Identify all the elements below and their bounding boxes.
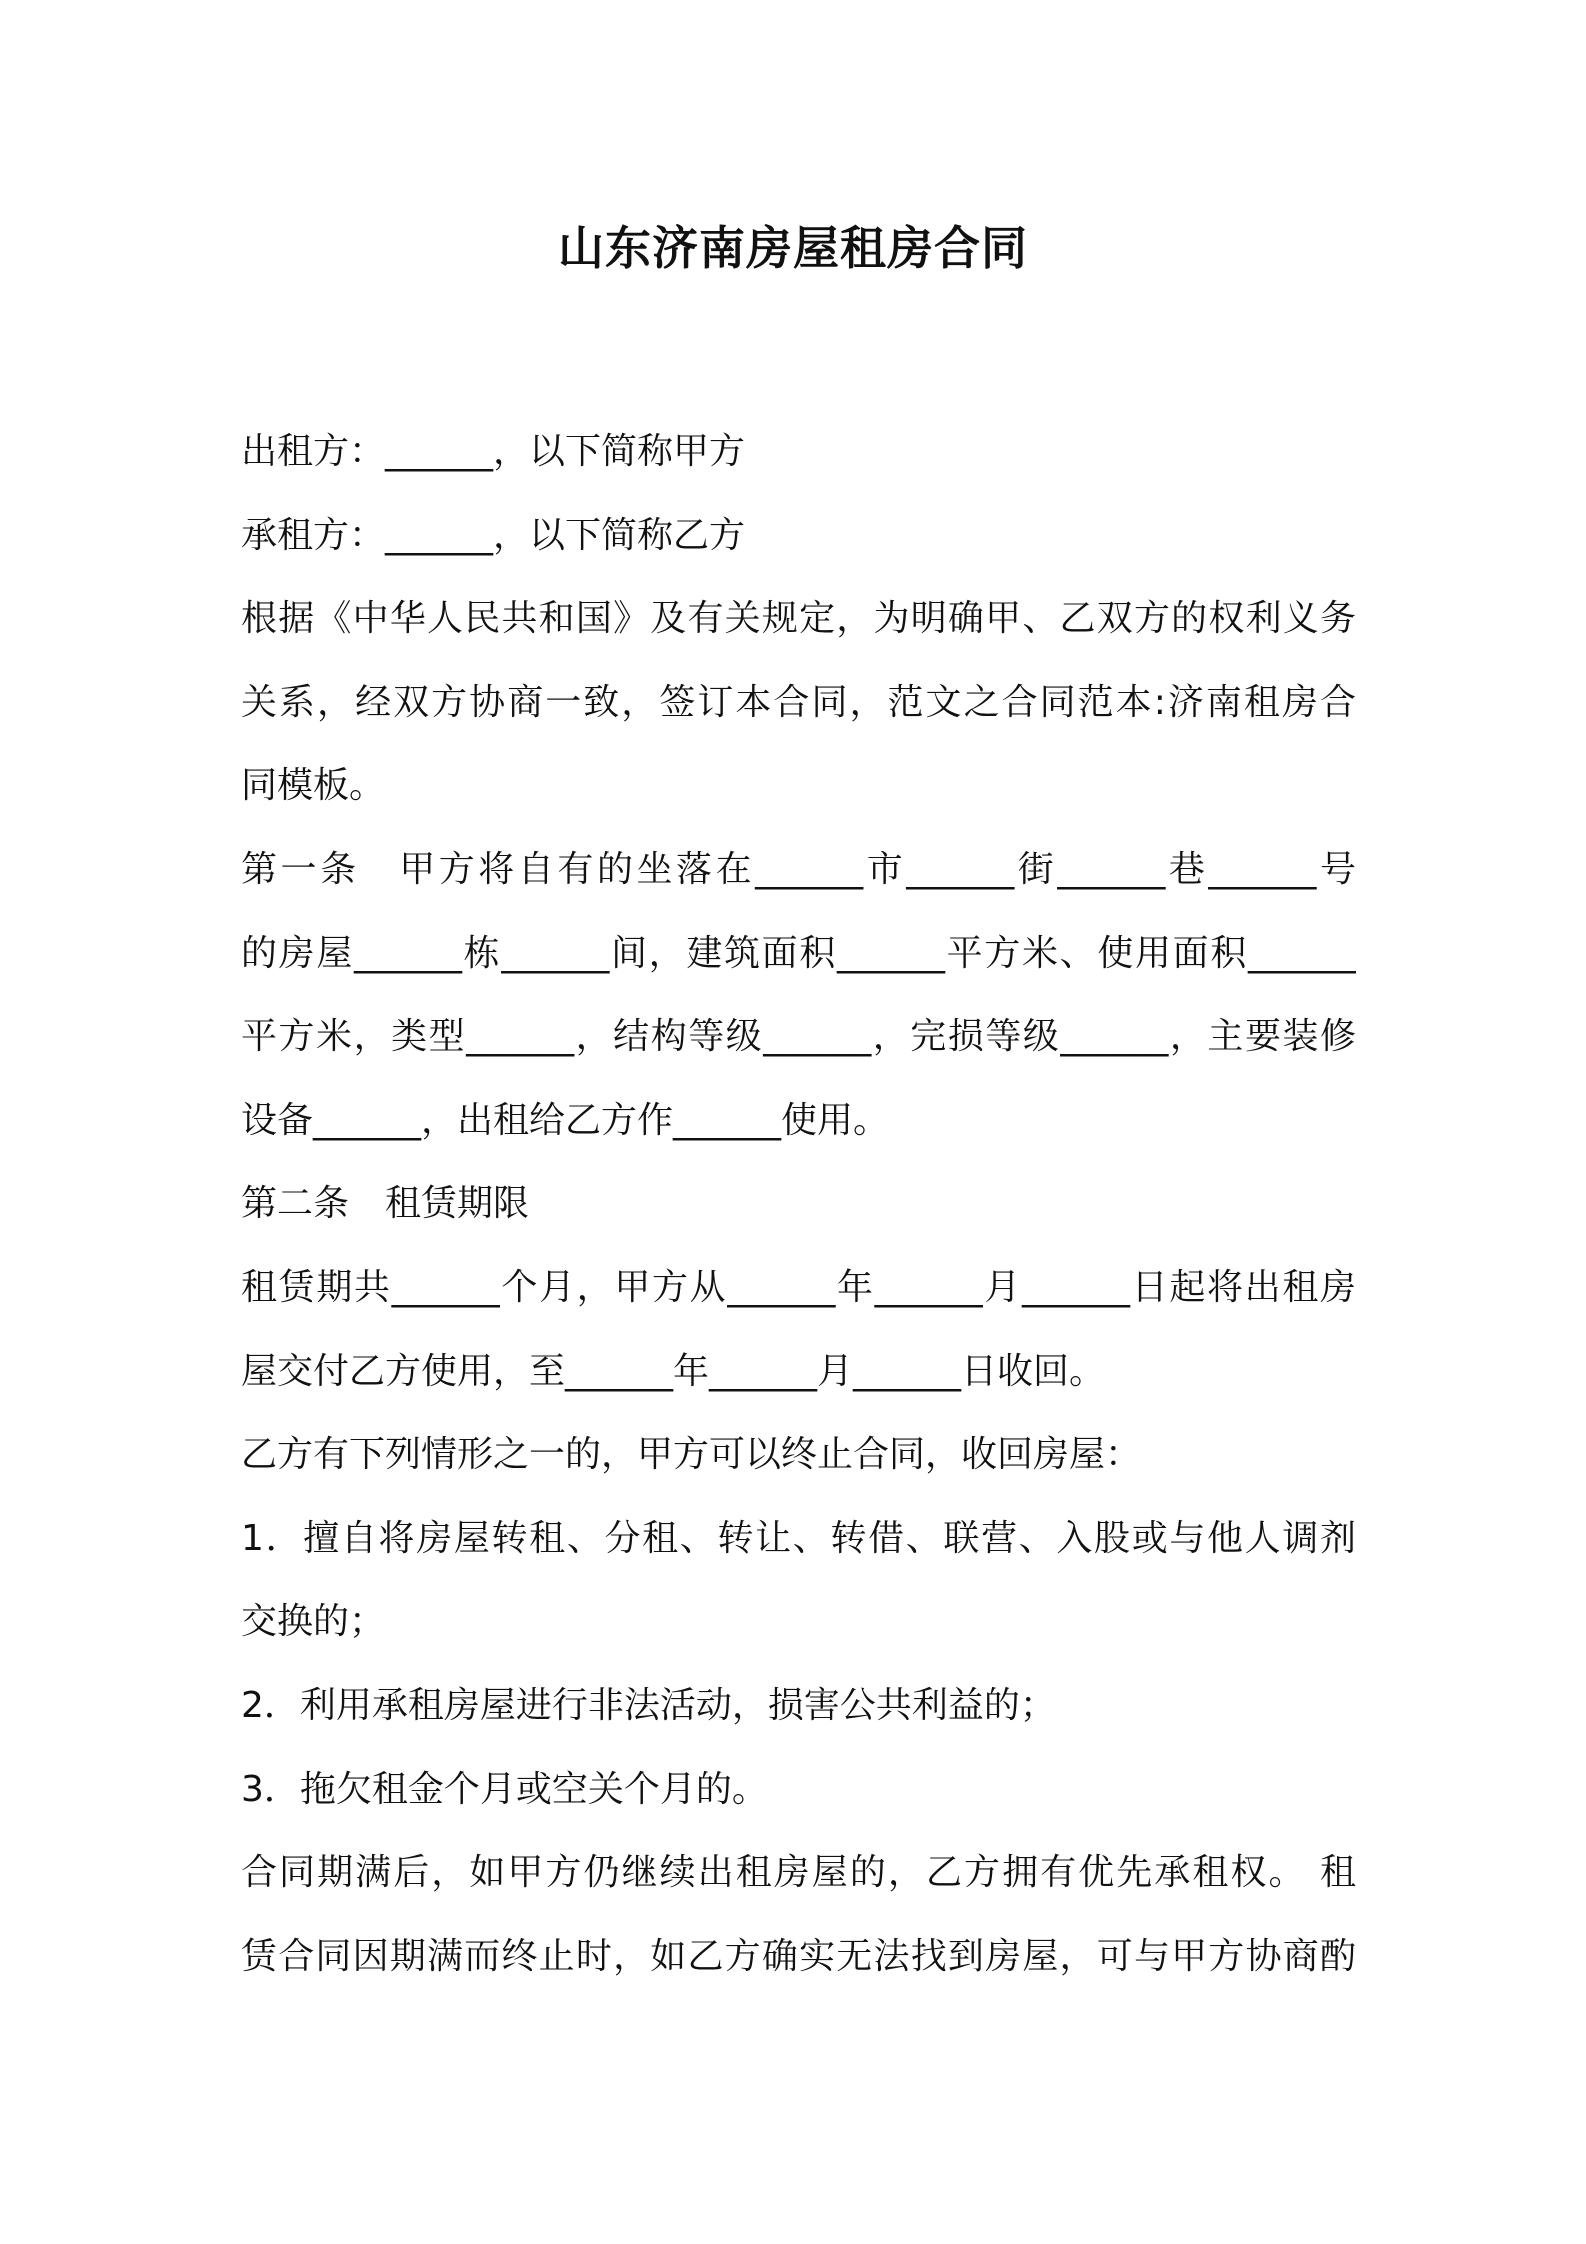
article-1-line: 设备______，出租给乙方作______使用。 xyxy=(241,1099,890,1141)
text-line: 同模板。 xyxy=(241,765,386,807)
renewal-line: 合同期满后，如甲方仍继续出租房屋的，乙方拥有优先承租权。 租 xyxy=(241,1852,1356,1894)
contract-body xyxy=(241,410,1356,1998)
clause-1-line: 交换的； xyxy=(241,1601,386,1643)
article-2-line: 租赁期共______个月，甲方从______年______月______日起将出租房 xyxy=(241,1266,1356,1308)
article-1-line: 平方米，类型______，结构等级______，完损等级______，主要装修 xyxy=(241,1016,1356,1058)
text-line-lessee: 承租方：______，以下简称乙方 xyxy=(241,514,746,556)
text-line-lessor: 出租方：______，以下简称甲方 xyxy=(241,431,746,472)
article-2-line: 屋交付乙方使用，至______年______月______日收回。 xyxy=(241,1350,1106,1392)
clause-2-line: 2．利用承租房屋进行非法活动，损害公共利益的； xyxy=(241,1684,1056,1726)
article-1-line: 的房屋______栋______间，建筑面积______平方米、使用面积______ xyxy=(241,932,1356,974)
clause-1-line: 1．擅自将房屋转租、分租、转让、转借、联营、入股或与他人调剂 xyxy=(241,1517,1356,1559)
document-title: 山东济南房屋租房合同 xyxy=(558,221,1028,275)
renewal-line: 赁合同因期满而终止时，如乙方确实无法找到房屋，可与甲方协商酌 xyxy=(241,1935,1356,1977)
termination-intro-line: 乙方有下列情形之一的，甲方可以终止合同，收回房屋： xyxy=(241,1434,1142,1476)
article-2-heading: 第二条 租赁期限 xyxy=(241,1183,530,1225)
text-line: 关系，经双方协商一致，签订本合同，范文之合同范本:济南租房合 xyxy=(241,681,1356,723)
clause-3-line: 3．拖欠租金个月或空关个月的。 xyxy=(241,1768,768,1810)
article-1-line: 第一条 甲方将自有的坐落在______市______街______巷______号 xyxy=(241,848,1356,890)
text-line: 根据《中华人民共和国》及有关规定，为明确甲、乙双方的权利义务 xyxy=(241,598,1356,640)
